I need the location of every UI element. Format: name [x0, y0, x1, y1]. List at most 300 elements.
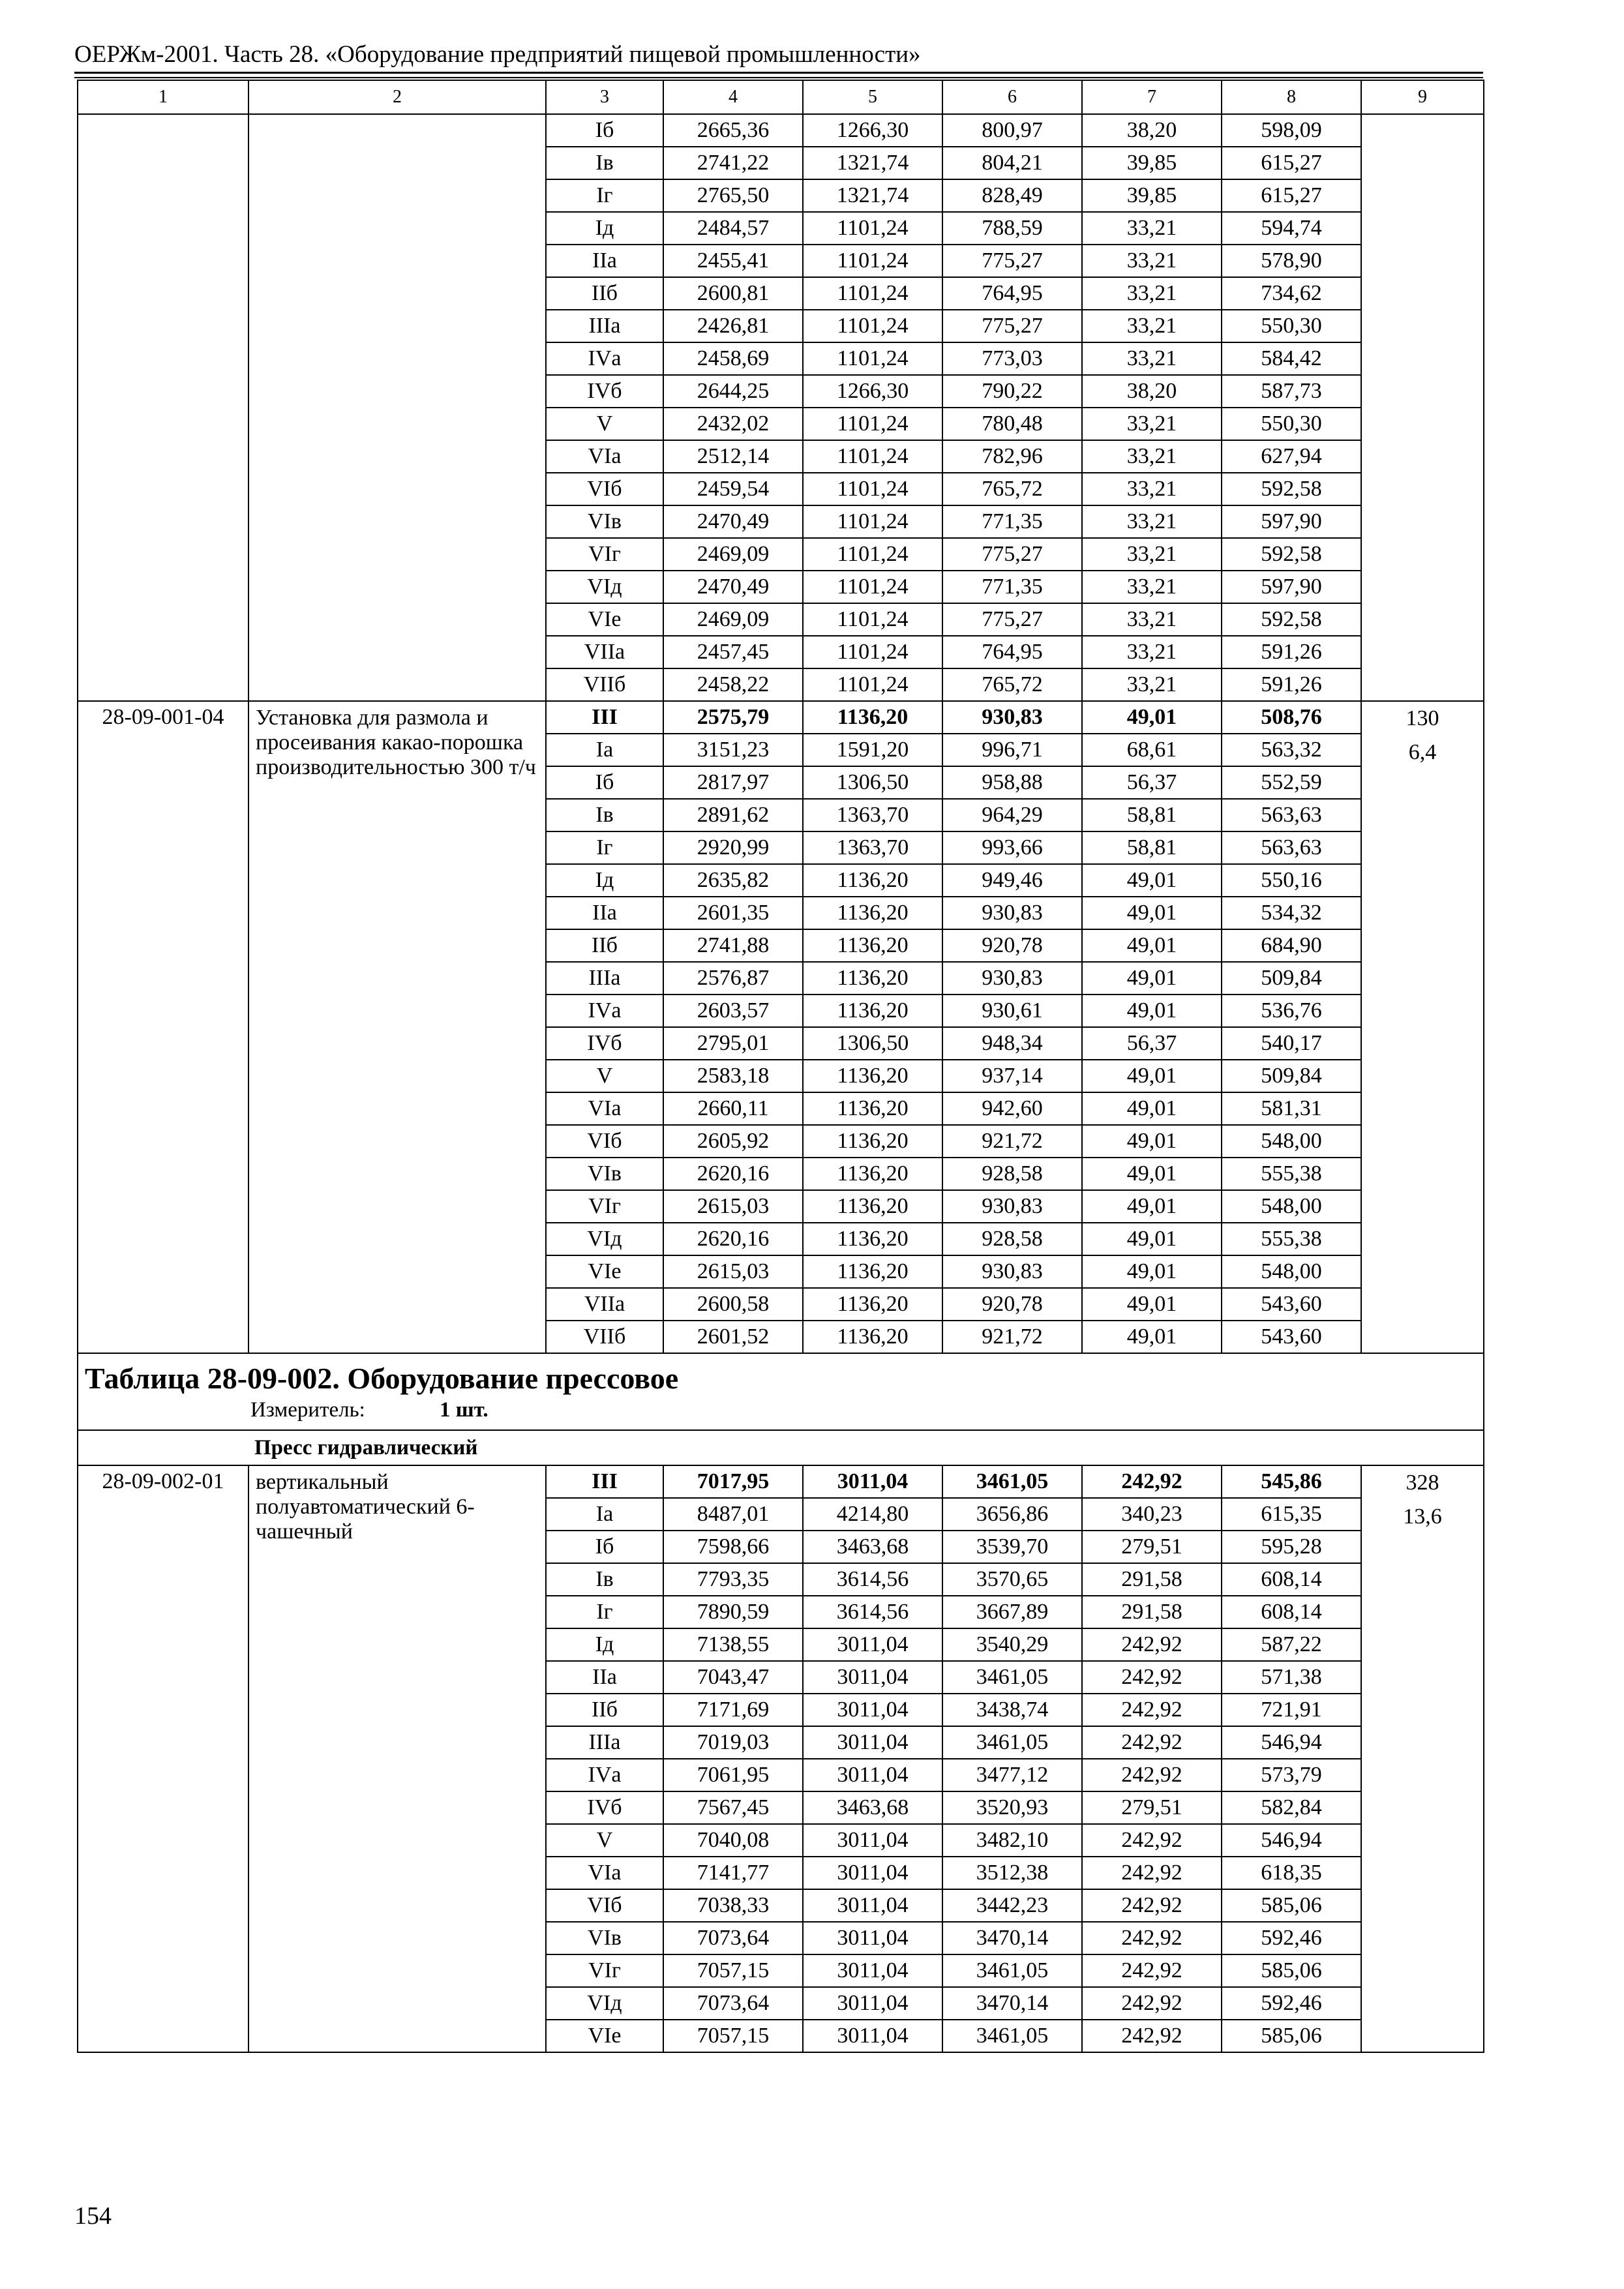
- column-number: 9: [1361, 80, 1484, 114]
- value-cell: 764,95: [942, 277, 1082, 310]
- value-cell: 942,60: [942, 1092, 1082, 1125]
- value-cell: 2605,92: [663, 1125, 803, 1158]
- zone-cell: IIIа: [546, 310, 663, 342]
- zone-cell: IIб: [546, 929, 663, 962]
- value-cell: 2426,81: [663, 310, 803, 342]
- value-cell: 587,22: [1222, 1628, 1361, 1661]
- column-number-row: [78, 80, 1484, 114]
- zone-cell: IIа: [546, 245, 663, 277]
- value-cell: 920,78: [942, 1288, 1082, 1321]
- subheading-row: [78, 1430, 1484, 1465]
- value-cell: 7017,95: [663, 1465, 803, 1498]
- value-cell: 7019,03: [663, 1726, 803, 1759]
- zone-cell: VIIа: [546, 636, 663, 668]
- value-cell: 1136,20: [803, 1190, 942, 1223]
- value-cell: 7141,77: [663, 1857, 803, 1889]
- value-cell: 2470,49: [663, 505, 803, 538]
- value-cell: 1101,24: [803, 668, 942, 701]
- value-cell: 33,21: [1082, 668, 1222, 701]
- column-number: 2: [248, 80, 546, 114]
- value-cell: 242,92: [1082, 2020, 1222, 2052]
- zone-cell: III: [546, 701, 663, 734]
- value-cell: 597,90: [1222, 505, 1361, 538]
- value-cell: 3011,04: [803, 1726, 942, 1759]
- value-cell: 3011,04: [803, 1857, 942, 1889]
- value-cell: 1136,20: [803, 1060, 942, 1092]
- value-cell: 595,28: [1222, 1531, 1361, 1563]
- zone-cell: VIIб: [546, 1321, 663, 1353]
- value-cell: 49,01: [1082, 897, 1222, 929]
- value-cell: 2620,16: [663, 1158, 803, 1190]
- value-cell: 546,94: [1222, 1824, 1361, 1857]
- zone-cell: VIIа: [546, 1288, 663, 1321]
- zone-cell: IVа: [546, 1759, 663, 1791]
- value-cell: 33,21: [1082, 473, 1222, 505]
- zone-cell: VIе: [546, 1255, 663, 1288]
- zone-cell: IVб: [546, 1791, 663, 1824]
- value-cell: 996,71: [942, 734, 1082, 766]
- value-cell: 2432,02: [663, 408, 803, 440]
- value-cell: 1136,20: [803, 1223, 942, 1255]
- value-cell: 608,14: [1222, 1596, 1361, 1628]
- value-cell: 1266,30: [803, 114, 942, 147]
- value-cell: 618,35: [1222, 1857, 1361, 1889]
- value-cell: 563,63: [1222, 831, 1361, 864]
- zone-cell: VIб: [546, 473, 663, 505]
- value-cell: 780,48: [942, 408, 1082, 440]
- value-cell: 2458,22: [663, 668, 803, 701]
- value-cell: 49,01: [1082, 1190, 1222, 1223]
- value-cell: 804,21: [942, 147, 1082, 179]
- value-cell: 1321,74: [803, 179, 942, 212]
- zone-cell: V: [546, 408, 663, 440]
- value-cell: 534,32: [1222, 897, 1361, 929]
- value-cell: 49,01: [1082, 864, 1222, 897]
- value-cell: 627,94: [1222, 440, 1361, 473]
- value-cell: 1101,24: [803, 440, 942, 473]
- value-cell: 7061,95: [663, 1759, 803, 1791]
- zone-cell: Iг: [546, 831, 663, 864]
- value-cell: 7043,47: [663, 1661, 803, 1694]
- value-cell: 3482,10: [942, 1824, 1082, 1857]
- zone-cell: Iд: [546, 1628, 663, 1661]
- value-cell: 1101,24: [803, 245, 942, 277]
- value-cell: 1136,20: [803, 701, 942, 734]
- value-cell: 615,27: [1222, 179, 1361, 212]
- value-cell: 591,26: [1222, 668, 1361, 701]
- zone-cell: IVа: [546, 995, 663, 1027]
- value-cell: 242,92: [1082, 1889, 1222, 1922]
- value-cell: 242,92: [1082, 1857, 1222, 1889]
- measure-line: [85, 1397, 1477, 1426]
- zone-cell: VIг: [546, 538, 663, 571]
- value-cell: 56,37: [1082, 1027, 1222, 1060]
- zone-cell: VIд: [546, 571, 663, 603]
- value-cell: 3011,04: [803, 1661, 942, 1694]
- extra-value: 6,4: [1408, 740, 1437, 764]
- zone-cell: VIа: [546, 1092, 663, 1125]
- zone-cell: IVб: [546, 1027, 663, 1060]
- value-cell: 2484,57: [663, 212, 803, 245]
- value-cell: 930,61: [942, 995, 1082, 1027]
- value-cell: 782,96: [942, 440, 1082, 473]
- zone-cell: Iд: [546, 864, 663, 897]
- extra-value: [1362, 149, 1483, 183]
- value-cell: 1136,20: [803, 962, 942, 995]
- value-cell: 765,72: [942, 668, 1082, 701]
- value-cell: 771,35: [942, 505, 1082, 538]
- value-cell: 550,30: [1222, 310, 1361, 342]
- value-cell: 536,76: [1222, 995, 1361, 1027]
- value-cell: 1101,24: [803, 473, 942, 505]
- value-cell: 585,06: [1222, 1954, 1361, 1987]
- value-cell: 921,72: [942, 1125, 1082, 1158]
- value-cell: 1101,24: [803, 342, 942, 375]
- value-cell: 608,14: [1222, 1563, 1361, 1596]
- column-number: 7: [1082, 80, 1222, 114]
- value-cell: 578,90: [1222, 245, 1361, 277]
- value-cell: 543,60: [1222, 1321, 1361, 1353]
- value-cell: 49,01: [1082, 1223, 1222, 1255]
- value-cell: 958,88: [942, 766, 1082, 799]
- value-cell: 764,95: [942, 636, 1082, 668]
- value-cell: 2795,01: [663, 1027, 803, 1060]
- zone-cell: VIIб: [546, 668, 663, 701]
- value-cell: 242,92: [1082, 1628, 1222, 1661]
- value-cell: 242,92: [1082, 1824, 1222, 1857]
- value-cell: 2457,45: [663, 636, 803, 668]
- value-cell: 2741,88: [663, 929, 803, 962]
- value-cell: 3442,23: [942, 1889, 1082, 1922]
- extra-value: 328: [1406, 1471, 1439, 1495]
- zone-cell: IIа: [546, 897, 663, 929]
- value-cell: 1101,24: [803, 277, 942, 310]
- value-cell: 592,46: [1222, 1922, 1361, 1954]
- value-cell: 1101,24: [803, 505, 942, 538]
- value-cell: 49,01: [1082, 1060, 1222, 1092]
- table-row: [78, 114, 1484, 147]
- value-cell: 7040,08: [663, 1824, 803, 1857]
- zone-cell: IVа: [546, 342, 663, 375]
- value-cell: 552,59: [1222, 766, 1361, 799]
- column-number: 5: [803, 80, 942, 114]
- value-cell: 1101,24: [803, 212, 942, 245]
- value-cell: 937,14: [942, 1060, 1082, 1092]
- value-cell: 56,37: [1082, 766, 1222, 799]
- value-cell: 3470,14: [942, 1922, 1082, 1954]
- value-cell: 7598,66: [663, 1531, 803, 1563]
- value-cell: 7567,45: [663, 1791, 803, 1824]
- value-cell: 771,35: [942, 571, 1082, 603]
- value-cell: 684,90: [1222, 929, 1361, 962]
- value-cell: 546,94: [1222, 1726, 1361, 1759]
- value-cell: 3461,05: [942, 1661, 1082, 1694]
- zone-cell: Iг: [546, 179, 663, 212]
- value-cell: 592,58: [1222, 603, 1361, 636]
- table-row: [78, 1465, 1484, 1498]
- value-cell: 2455,41: [663, 245, 803, 277]
- value-cell: 2575,79: [663, 701, 803, 734]
- value-cell: 3614,56: [803, 1596, 942, 1628]
- value-cell: 49,01: [1082, 1288, 1222, 1321]
- value-cell: 340,23: [1082, 1498, 1222, 1531]
- zone-cell: V: [546, 1060, 663, 1092]
- value-cell: 765,72: [942, 473, 1082, 505]
- value-cell: 33,21: [1082, 212, 1222, 245]
- zone-cell: III: [546, 1465, 663, 1498]
- value-cell: 573,79: [1222, 1759, 1361, 1791]
- value-cell: 548,00: [1222, 1190, 1361, 1223]
- value-cell: 1136,20: [803, 1255, 942, 1288]
- value-cell: 3011,04: [803, 1694, 942, 1726]
- value-cell: 33,21: [1082, 636, 1222, 668]
- value-cell: 1136,20: [803, 1321, 942, 1353]
- value-cell: 3512,38: [942, 1857, 1082, 1889]
- value-cell: 545,86: [1222, 1465, 1361, 1498]
- value-cell: 2583,18: [663, 1060, 803, 1092]
- value-cell: 928,58: [942, 1223, 1082, 1255]
- value-cell: 930,83: [942, 1190, 1082, 1223]
- value-cell: 584,42: [1222, 342, 1361, 375]
- zone-cell: VIг: [546, 1954, 663, 1987]
- value-cell: 592,46: [1222, 1987, 1361, 2020]
- value-cell: 39,85: [1082, 147, 1222, 179]
- value-cell: 33,21: [1082, 440, 1222, 473]
- zone-cell: IIIа: [546, 962, 663, 995]
- value-cell: 7073,64: [663, 1922, 803, 1954]
- rate-code: [78, 114, 248, 701]
- value-cell: 3011,04: [803, 1922, 942, 1954]
- section-header-row: [78, 1353, 1484, 1430]
- value-cell: 592,58: [1222, 538, 1361, 571]
- value-cell: 7171,69: [663, 1694, 803, 1726]
- zone-cell: IIIа: [546, 1726, 663, 1759]
- value-cell: 1266,30: [803, 375, 942, 408]
- extra-value: [1362, 115, 1483, 149]
- value-cell: 49,01: [1082, 1321, 1222, 1353]
- value-cell: 2741,22: [663, 147, 803, 179]
- value-cell: 509,84: [1222, 962, 1361, 995]
- value-cell: 788,59: [942, 212, 1082, 245]
- value-cell: 1101,24: [803, 310, 942, 342]
- value-cell: 3461,05: [942, 1954, 1082, 1987]
- value-cell: 2817,97: [663, 766, 803, 799]
- value-cell: 279,51: [1082, 1791, 1222, 1824]
- value-cell: 930,83: [942, 897, 1082, 929]
- value-cell: 33,21: [1082, 538, 1222, 571]
- extra-cell: [1361, 701, 1484, 1353]
- value-cell: 1136,20: [803, 897, 942, 929]
- value-cell: 2469,09: [663, 538, 803, 571]
- zone-cell: VIа: [546, 440, 663, 473]
- value-cell: 242,92: [1082, 1954, 1222, 1987]
- value-cell: 921,72: [942, 1321, 1082, 1353]
- value-cell: 3463,68: [803, 1531, 942, 1563]
- value-cell: 550,30: [1222, 408, 1361, 440]
- value-cell: 2665,36: [663, 114, 803, 147]
- value-cell: 58,81: [1082, 831, 1222, 864]
- value-cell: 33,21: [1082, 505, 1222, 538]
- value-cell: 615,27: [1222, 147, 1361, 179]
- zone-cell: IIб: [546, 277, 663, 310]
- table-row: [78, 701, 1484, 734]
- zone-cell: VIа: [546, 1857, 663, 1889]
- rate-name: вертикальный полуавтоматический 6-чашечный: [248, 1465, 546, 2052]
- value-cell: 2600,58: [663, 1288, 803, 1321]
- value-cell: 49,01: [1082, 1158, 1222, 1190]
- value-cell: 3656,86: [942, 1498, 1082, 1531]
- value-cell: 1101,24: [803, 538, 942, 571]
- value-cell: 33,21: [1082, 342, 1222, 375]
- value-cell: 1306,50: [803, 766, 942, 799]
- value-cell: 3614,56: [803, 1563, 942, 1596]
- value-cell: 581,31: [1222, 1092, 1361, 1125]
- value-cell: 33,21: [1082, 245, 1222, 277]
- rate-name: Установка для размола и просеивания какао-порошка производительностью 300 т/ч: [248, 701, 546, 1353]
- value-cell: 279,51: [1082, 1531, 1222, 1563]
- value-cell: 591,26: [1222, 636, 1361, 668]
- zone-cell: V: [546, 1824, 663, 1857]
- value-cell: 1136,20: [803, 1158, 942, 1190]
- value-cell: 1101,24: [803, 408, 942, 440]
- value-cell: 540,17: [1222, 1027, 1361, 1060]
- value-cell: 2920,99: [663, 831, 803, 864]
- value-cell: 598,09: [1222, 114, 1361, 147]
- header-rule: [74, 72, 1483, 74]
- value-cell: 291,58: [1082, 1596, 1222, 1628]
- value-cell: 597,90: [1222, 571, 1361, 603]
- value-cell: 38,20: [1082, 375, 1222, 408]
- value-cell: 571,38: [1222, 1661, 1361, 1694]
- value-cell: 3667,89: [942, 1596, 1082, 1628]
- value-cell: 1136,20: [803, 1125, 942, 1158]
- zone-cell: Iа: [546, 1498, 663, 1531]
- value-cell: 563,32: [1222, 734, 1361, 766]
- rate-code: 28-09-001-04: [78, 701, 248, 1353]
- zone-cell: VIе: [546, 603, 663, 636]
- value-cell: 1363,70: [803, 831, 942, 864]
- value-cell: 928,58: [942, 1158, 1082, 1190]
- value-cell: 3540,29: [942, 1628, 1082, 1661]
- value-cell: 2470,49: [663, 571, 803, 603]
- value-cell: 58,81: [1082, 799, 1222, 831]
- value-cell: 3539,70: [942, 1531, 1082, 1563]
- value-cell: 49,01: [1082, 929, 1222, 962]
- value-cell: 1136,20: [803, 864, 942, 897]
- value-cell: 773,03: [942, 342, 1082, 375]
- value-cell: 7890,59: [663, 1596, 803, 1628]
- column-number: 3: [546, 80, 663, 114]
- value-cell: 1101,24: [803, 636, 942, 668]
- value-cell: 7057,15: [663, 1954, 803, 1987]
- value-cell: 8487,01: [663, 1498, 803, 1531]
- value-cell: 7793,35: [663, 1563, 803, 1596]
- header-rule-thin: [74, 77, 1483, 78]
- value-cell: 7138,55: [663, 1628, 803, 1661]
- value-cell: 2660,11: [663, 1092, 803, 1125]
- value-cell: 1136,20: [803, 995, 942, 1027]
- value-cell: 38,20: [1082, 114, 1222, 147]
- value-cell: 3011,04: [803, 1465, 942, 1498]
- value-cell: 1321,74: [803, 147, 942, 179]
- value-cell: 1136,20: [803, 1092, 942, 1125]
- value-cell: 39,85: [1082, 179, 1222, 212]
- value-cell: 775,27: [942, 310, 1082, 342]
- value-cell: 3438,74: [942, 1694, 1082, 1726]
- value-cell: 2601,52: [663, 1321, 803, 1353]
- section-title: Таблица 28-09-002. Оборудование прессовое: [85, 1362, 679, 1395]
- value-cell: 3477,12: [942, 1759, 1082, 1791]
- value-cell: 964,29: [942, 799, 1082, 831]
- rates-table: [77, 80, 1484, 2053]
- value-cell: 2512,14: [663, 440, 803, 473]
- value-cell: 1306,50: [803, 1027, 942, 1060]
- value-cell: 3461,05: [942, 2020, 1082, 2052]
- value-cell: 1101,24: [803, 603, 942, 636]
- zone-cell: Iг: [546, 1596, 663, 1628]
- zone-cell: VIг: [546, 1190, 663, 1223]
- column-number: 1: [78, 80, 248, 114]
- value-cell: 2603,57: [663, 995, 803, 1027]
- value-cell: 3470,14: [942, 1987, 1082, 2020]
- value-cell: 543,60: [1222, 1288, 1361, 1321]
- value-cell: 2615,03: [663, 1255, 803, 1288]
- zone-cell: VIд: [546, 1223, 663, 1255]
- value-cell: 563,63: [1222, 799, 1361, 831]
- value-cell: 3461,05: [942, 1726, 1082, 1759]
- value-cell: 3520,93: [942, 1791, 1082, 1824]
- value-cell: 3011,04: [803, 2020, 942, 2052]
- value-cell: 555,38: [1222, 1158, 1361, 1190]
- zone-cell: IIа: [546, 1661, 663, 1694]
- value-cell: 3570,65: [942, 1563, 1082, 1596]
- value-cell: 33,21: [1082, 277, 1222, 310]
- value-cell: 33,21: [1082, 571, 1222, 603]
- value-cell: 291,58: [1082, 1563, 1222, 1596]
- subheading: Пресс гидравлический: [78, 1430, 1484, 1465]
- value-cell: 582,84: [1222, 1791, 1361, 1824]
- value-cell: 949,46: [942, 864, 1082, 897]
- value-cell: 242,92: [1082, 1661, 1222, 1694]
- value-cell: 68,61: [1082, 734, 1222, 766]
- value-cell: 2615,03: [663, 1190, 803, 1223]
- value-cell: 4214,80: [803, 1498, 942, 1531]
- extra-value: 13,6: [1403, 1504, 1442, 1529]
- zone-cell: VIв: [546, 1158, 663, 1190]
- measure-value: 1 шт.: [440, 1398, 489, 1422]
- value-cell: 775,27: [942, 538, 1082, 571]
- value-cell: 930,83: [942, 1255, 1082, 1288]
- zone-cell: IVб: [546, 375, 663, 408]
- value-cell: 775,27: [942, 603, 1082, 636]
- value-cell: 555,38: [1222, 1223, 1361, 1255]
- value-cell: 49,01: [1082, 1092, 1222, 1125]
- value-cell: 721,91: [1222, 1694, 1361, 1726]
- column-number: 6: [942, 80, 1082, 114]
- value-cell: 775,27: [942, 245, 1082, 277]
- value-cell: 585,06: [1222, 1889, 1361, 1922]
- value-cell: 242,92: [1082, 1922, 1222, 1954]
- zone-cell: VIе: [546, 2020, 663, 2052]
- value-cell: 2600,81: [663, 277, 803, 310]
- value-cell: 1136,20: [803, 929, 942, 962]
- value-cell: 7038,33: [663, 1889, 803, 1922]
- value-cell: 930,83: [942, 701, 1082, 734]
- value-cell: 3461,05: [942, 1465, 1082, 1498]
- value-cell: 3011,04: [803, 1889, 942, 1922]
- value-cell: 2459,54: [663, 473, 803, 505]
- value-cell: 508,76: [1222, 701, 1361, 734]
